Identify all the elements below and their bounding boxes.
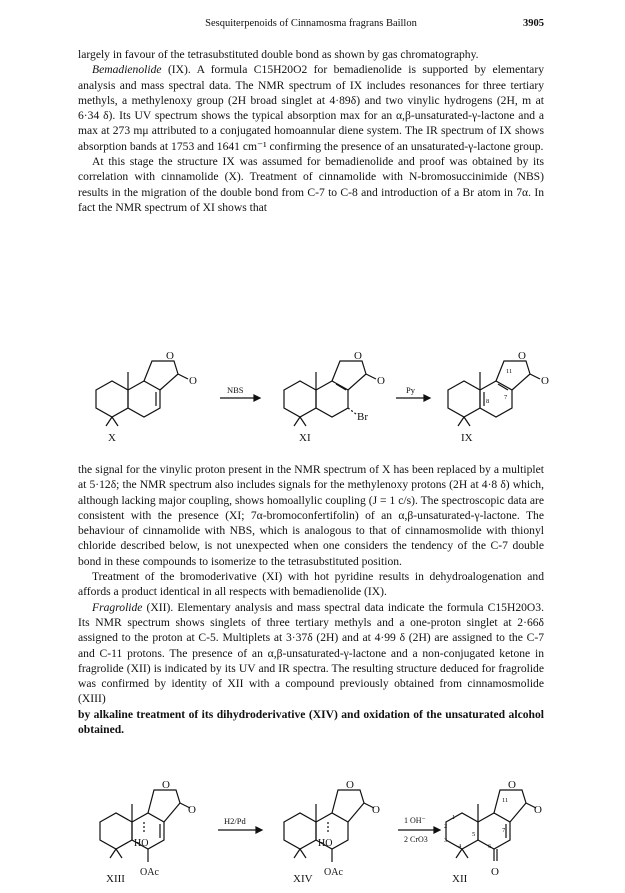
hydroxyl-label: HO xyxy=(134,838,149,849)
acetate-label: OAc xyxy=(324,867,343,878)
reagent-nbs: NBS xyxy=(227,385,244,395)
carbonyl-oxygen-label: O xyxy=(189,375,197,387)
structure-x xyxy=(96,361,188,426)
structure-ix xyxy=(448,361,540,426)
atom-number-4: 4 xyxy=(458,843,462,850)
body-text-top xyxy=(78,47,544,215)
reagent-hydroxide: 1 OH⁻ xyxy=(404,816,426,825)
compound-label-xiv: XIV xyxy=(293,873,313,885)
paragraph: largely in favour of the tetrasubstituted double bond as shown by gas chromatography. xyxy=(78,48,479,61)
carbonyl-oxygen-label: O xyxy=(372,804,380,816)
reaction-scheme-2 xyxy=(78,776,544,884)
atom-number-11: 11 xyxy=(502,797,509,804)
oxygen-label: O xyxy=(166,350,174,362)
hydroxyl-label: HO xyxy=(318,838,333,849)
carbonyl-oxygen-label: O xyxy=(534,804,542,816)
oxygen-label: O xyxy=(354,350,362,362)
oxygen-label: O xyxy=(162,779,170,791)
bromine-label: Br xyxy=(357,411,368,423)
paragraph: by alkaline treatment of its dihydroderivative (XIV) and oxidation of the unsaturated alcohol obtained. xyxy=(78,707,544,737)
page-number: 3905 xyxy=(523,18,544,29)
atom-number-7: 7 xyxy=(502,827,506,834)
carbonyl-oxygen-label: O xyxy=(188,804,196,816)
atom-number-6: 6 xyxy=(488,843,492,850)
atom-number-3: 3 xyxy=(444,837,448,844)
compound-label-xi: XI xyxy=(299,432,311,444)
body-text-bottom xyxy=(78,462,544,737)
structure-xiv xyxy=(284,790,374,862)
oxygen-label: O xyxy=(508,779,516,791)
oxygen-label: O xyxy=(518,350,526,362)
running-title: Sesquiterpenoids of Cinnamosma fragrans Baillon xyxy=(205,18,417,29)
reagent-py: Py xyxy=(406,385,415,395)
atom-number-1: 1 xyxy=(452,814,456,821)
compound-label-ix: IX xyxy=(461,432,473,444)
scheme-1-drawing xyxy=(78,326,549,448)
structure-xiii xyxy=(100,790,190,862)
ketone-oxygen-label: O xyxy=(491,866,499,878)
scheme-2-drawing xyxy=(78,776,544,884)
carbonyl-oxygen-label: O xyxy=(377,375,385,387)
atom-number-7: 7 xyxy=(504,394,508,401)
compound-label-xiii: XIII xyxy=(106,873,125,885)
paragraph: Bemadienolide (IX). A formula C15H20O2 for bemadienolide is supported by elementary analysis and mass spectral data. The NMR spectrum of IX includes resonances for three tertiary methyls, a methylenoxy group (2H broad singlet at 4·89δ) and two vinylic hydrogens (2H, m at 6·34 δ). Its UV spectrum shows the typical absorption max for an α,β-unsaturated-γ-lactone and a max at 273 mμ attributed to a conjugated homoannular diene system. The IR spectrum of IX shows absorption bands at 1753 and 1641 cm⁻¹ confirming the presence of an unsaturated-γ-lactone group. xyxy=(78,63,544,153)
atom-number-8: 8 xyxy=(486,398,490,405)
reagent-h2-pd: H2/Pd xyxy=(224,816,246,826)
atom-number-5: 5 xyxy=(472,831,476,838)
paragraph: At this stage the structure IX was assumed for bemadienolide and proof was obtained by its correlation with cinnamolide (X). Treatment of cinnamolide with N-bromosuccinimide (NBS) results in the migration of the double bond from C-7 to C-8 and introduction of a Br atom in 7α. In fact the NMR spectrum of XI shows that xyxy=(78,155,544,214)
carbonyl-oxygen-label: O xyxy=(541,375,549,387)
compound-label-xii: XII xyxy=(452,873,468,885)
compound-label-x: X xyxy=(108,432,116,444)
running-header xyxy=(78,18,544,34)
atom-number-2: 2 xyxy=(444,823,448,830)
reaction-scheme-1 xyxy=(78,326,549,448)
paragraph: the signal for the vinylic proton present in the NMR spectrum of X has been replaced by a multiplet at 5·12δ; the NMR spectrum also includes signals for the methylenoxy protons (2H at 4·8 δ) which, although lacking major coupling, shows homoallylic coupling (J = 1 c/s). The spectroscopic data are consistent with the presence (XI; 7α-bromoconfertifolin) of an α,β-unsaturated-γ-lactone. The behaviour of cinnamolide with NBS, which is analogous to that of cinnamosmolide with thionyl chloride described below, is not unexpected when one considers the tendency of the C-7 double bond in these compounds to isomerize to the tetrasubstituted position. xyxy=(78,463,544,568)
reagent-cro3: 2 CrO3 xyxy=(404,835,428,844)
structure-xii xyxy=(446,790,536,861)
paragraph: Treatment of the bromoderivative (XI) with hot pyridine results in dehydroalogenation and affords a product identical in all respects with bemadienolide (IX). xyxy=(78,570,544,599)
oxygen-label: O xyxy=(346,779,354,791)
acetate-label: OAc xyxy=(140,867,159,878)
paragraph: Fragrolide (XII). Elementary analysis and mass spectral data indicate the formula C15H20O3. Its NMR spectrum shows singlets of three tertiary methyls and a one-proton singlet at 2·66δ assigned to the proton at C-5. Multiplets at 3·37δ (2H) and at 4·99 δ (2H) are assigned to the C-7 and C-11 protons. The presence of an α,β-unsaturated-γ-lactone and a non-conjugated ketone in fragrolide (XII) is indicated by its UV and IR spectra. The resulting structure deduced for fragrolide was confirmed by identity of XII with a compound previously obtained from cinnamosmolide (XIII) xyxy=(78,600,544,706)
atom-number-11: 11 xyxy=(506,368,513,375)
